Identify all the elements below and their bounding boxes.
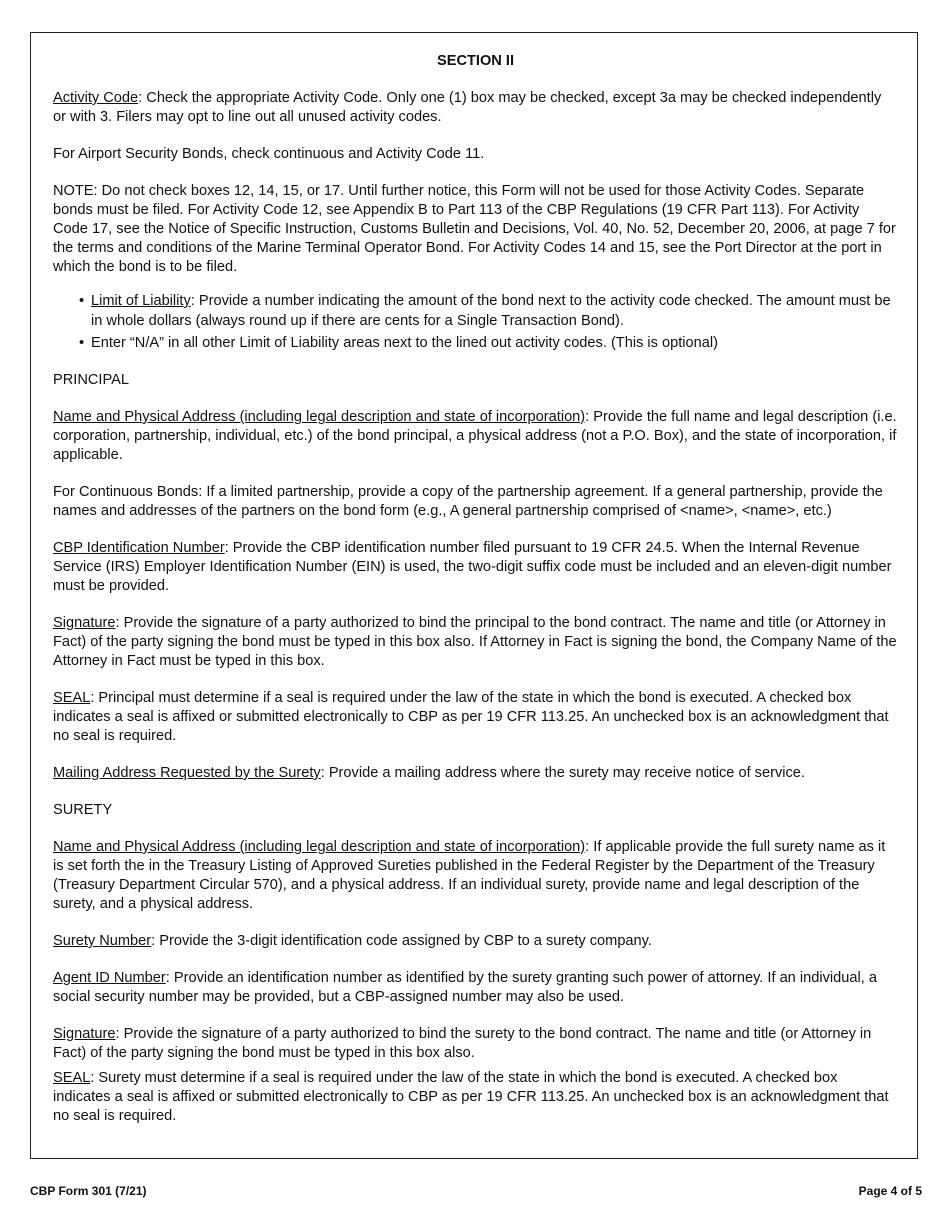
activity-code-text: : Check the appropriate Activity Code. Only one (1) box may be checked, except 3a may be checked independently or with 3. Filers may opt to line out all unused activity codes. <box>53 90 882 125</box>
agent-id-paragraph <box>53 969 898 1007</box>
limit-liability-label: Limit of Liability <box>91 293 191 309</box>
cbp-id-text: : Provide the CBP identification number filed pursuant to 19 CFR 24.5. When the Internal Revenue Service (IRS) Employer Identification Number (EIN) is used, the two-digit suffix code must be included and an eleven-digit number must be provided. <box>53 540 892 594</box>
cbp-id-paragraph <box>53 539 898 596</box>
surety-seal-text: : Surety must determine if a seal is required under the law of the state in which the bond is executed. A checked box indicates a seal is affixed or submitted electronically to CBP as per 19 CFR 113.25. An unchecked box is an acknowledgment that no seal is required. <box>53 1070 889 1124</box>
cbp-id-label: CBP Identification Number <box>53 540 225 556</box>
bullet-icon: • <box>79 335 85 351</box>
surety-number-label: Surety Number <box>53 933 152 949</box>
principal-signature-label: Signature <box>53 615 116 631</box>
surety-signature-label: Signature <box>53 1026 116 1042</box>
principal-seal-text: : Principal must determine if a seal is required under the law of the state in which the bond is executed. A checked box indicates a seal is affixed or submitted electronically to CBP as per 19 CFR 113.25. An unchecked box is an acknowledgment that no seal is required. <box>53 690 889 744</box>
surety-name-paragraph <box>53 838 898 914</box>
section-title: SECTION II <box>436 53 515 69</box>
limit-liability-text: : Provide a number indicating the amount of the bond next to the activity code checked. The amount must be in whole dollars (always round up if there are cents for a Single Transaction Bond). <box>91 293 891 329</box>
agent-id-label: Agent ID Number <box>53 970 166 986</box>
principal-seal-paragraph <box>53 689 898 746</box>
surety-heading: SURETY <box>53 802 113 818</box>
na-text: Enter “N/A” in all other Limit of Liability areas next to the lined out activity codes. (This is optional) <box>91 335 719 351</box>
agent-id-text: : Provide an identification number as identified by the surety granting such power of attorney. If an individual, a social security number may be provided, but a CBP-assigned number may also be used. <box>53 970 877 1005</box>
list-item <box>53 333 898 353</box>
form-number: CBP Form 301 (7/21) <box>30 1184 147 1198</box>
bullet-list <box>53 291 898 353</box>
surety-signature-text: : Provide the signature of a party authorized to bind the surety to the bond contract. The name and title (or Attorney in Fact) of the party signing the bond must be typed in this box also. <box>53 1026 872 1061</box>
surety-name-text: : If applicable provide the full surety name as it is set forth the in the Treasury Listing of Approved Sureties published in the Federal Register by the Department of the Treasury (Treasury Department Circular 570), and a physical address. If an individual surety, provide name and legal description of the surety, and a physical address. <box>53 839 886 912</box>
principal-seal-label: SEAL <box>53 690 91 706</box>
note-paragraph: NOTE: Do not check boxes 12, 14, 15, or 17. Until further notice, this Form will not be used for those Activity Codes. Separate bonds must be filed. For Activity Code 12, see Appendix B to Part 113 of the CBP Regulations (19 CFR Part 113). For Activity Code 17, see the Notice of Specific Instruction, Customs Bulletin and Decisions, Vol. 40, No. 52, December 20, 2006, at page 7 for the terms and conditions of the Marine Terminal Operator Bond. For Activity Codes 14 and 15, see the Port Director at the port in which the bond is to be filed. <box>53 183 896 275</box>
surety-number-text: : Provide the 3-digit identification code assigned by CBP to a surety company. <box>151 933 652 949</box>
surety-signature-paragraph <box>53 1025 898 1063</box>
document-body <box>53 52 898 1144</box>
mailing-address-paragraph <box>53 764 898 783</box>
principal-name-label: Name and Physical Address (including legal description and state of incorporation) <box>53 409 586 425</box>
principal-signature-paragraph <box>53 614 898 671</box>
surety-seal-paragraph <box>53 1069 898 1126</box>
principal-heading: PRINCIPAL <box>53 372 129 388</box>
mailing-address-label: Mailing Address Requested by the Surety <box>53 765 321 781</box>
activity-code-label: Activity Code <box>53 90 139 106</box>
principal-signature-text: : Provide the signature of a party authorized to bind the principal to the bond contract. The name and title (or Attorney in Fact) of the party signing the bond must be typed in this box also. If Attorney in Fact is signing the bond, the Company Name of the Attorney in Fact must be typed in this box. <box>53 615 897 669</box>
principal-name-paragraph <box>53 408 898 465</box>
bullet-icon: • <box>79 293 85 309</box>
continuous-bonds-paragraph: For Continuous Bonds: If a limited partnership, provide a copy of the partnership agreement. If a general partnership, provide the names and addresses of the partners on the bond form (e.g., A general partnership comprised of <name>, <name>, etc.) <box>53 484 883 519</box>
surety-number-paragraph <box>53 932 898 951</box>
activity-code-paragraph <box>53 89 898 127</box>
page-number: Page 4 of 5 <box>858 1184 922 1198</box>
list-item <box>53 291 898 331</box>
principal-name-text: : Provide the full name and legal description (i.e. corporation, partnership, individual, etc.) of the bond principal, a physical address (not a P.O. Box), and the state of incorporation, if applicable. <box>53 409 897 463</box>
surety-seal-label: SEAL <box>53 1070 91 1086</box>
surety-name-label: Name and Physical Address (including legal description and state of incorporation) <box>53 839 586 855</box>
airport-note: For Airport Security Bonds, check continuous and Activity Code 11. <box>53 146 485 162</box>
mailing-address-text: : Provide a mailing address where the surety may receive notice of service. <box>320 765 805 781</box>
